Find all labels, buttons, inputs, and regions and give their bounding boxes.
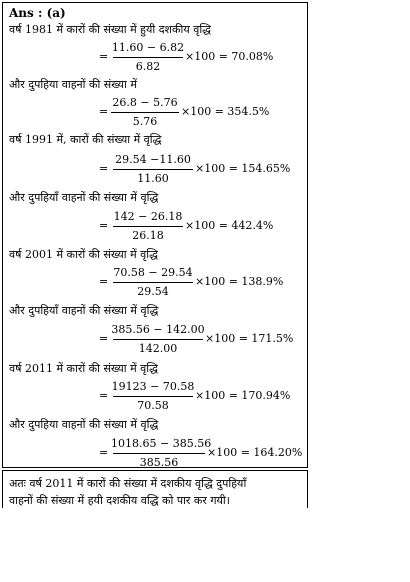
fraction-result: ×100 = 138.9%: [195, 275, 284, 288]
fraction-bar: [113, 169, 193, 170]
fraction-bar: [113, 453, 205, 454]
fraction-bar: [111, 112, 179, 113]
equals-sign: =: [99, 105, 109, 118]
fraction-result: ×100 = 164.20%: [207, 446, 303, 459]
equals-sign: =: [99, 275, 109, 288]
fraction-denominator: 26.18: [132, 229, 164, 242]
fraction-result: ×100 = 154.65%: [195, 162, 291, 175]
fraction-numerator: 19123 − 70.58: [111, 380, 195, 393]
fraction-result: ×100 = 442.4%: [185, 219, 274, 232]
fraction-result: ×100 = 170.94%: [195, 389, 291, 402]
conclusion-line-2: वाहनों की संख्या में हयी दशकीय वद्धि को पार कर गयी।: [9, 494, 230, 507]
section-heading: और दुपहियाँ वाहनों की संख्या में वृद्धि: [9, 304, 159, 317]
solution-box: [2, 2, 308, 468]
fraction-denominator: 11.60: [137, 172, 169, 185]
equals-sign: =: [99, 446, 109, 459]
section-heading: वर्ष 1991 में, कारों की संख्या में वृद्धि: [9, 133, 162, 146]
fraction-bar: [113, 396, 193, 397]
fraction-denominator: 29.54: [137, 285, 169, 298]
equals-sign: =: [99, 332, 109, 345]
fraction-result: ×100 = 171.5%: [205, 332, 294, 345]
fraction-bar: [113, 57, 183, 58]
section-heading: वर्ष 2001 में कारों की संख्या में वृद्धि: [9, 248, 158, 261]
fraction-denominator: 385.56: [139, 456, 179, 469]
section-heading: वर्ष 2011 में कारों की संख्या में वृद्धि: [9, 362, 158, 375]
conclusion-box: [2, 470, 308, 508]
conclusion-line-1: अतः वर्ष 2011 में कारों की संख्या में दशकीय वृद्धि दुपहियाँ: [9, 477, 247, 490]
fraction-denominator: 5.76: [132, 115, 158, 128]
section-heading: और दुपहियाँ वाहनों की संख्या में वृद्धि: [9, 191, 159, 204]
fraction-bar: [113, 282, 193, 283]
section-heading: और दुपहिया वाहनों की संख्या में: [9, 78, 137, 91]
fraction-numerator: 142 − 26.18: [113, 210, 183, 223]
equals-sign: =: [99, 50, 109, 63]
fraction-numerator: 1018.65 − 385.56: [111, 437, 212, 450]
fraction-numerator: 26.8 − 5.76: [112, 96, 178, 109]
fraction-bar: [113, 339, 203, 340]
fraction-numerator: 11.60 − 6.82: [111, 41, 185, 54]
answer-label: Ans : (a): [9, 6, 66, 20]
equals-sign: =: [99, 219, 109, 232]
section-heading: वर्ष 1981 में कारों की संख्या में हुयी दशकीय वृद्धि: [9, 23, 211, 36]
fraction-denominator: 6.82: [135, 60, 161, 73]
fraction-numerator: 385.56 − 142.00: [111, 323, 205, 336]
fraction-denominator: 70.58: [137, 399, 169, 412]
fraction-numerator: 70.58 − 29.54: [113, 266, 193, 279]
equals-sign: =: [99, 389, 109, 402]
fraction-bar: [113, 226, 183, 227]
equals-sign: =: [99, 162, 109, 175]
fraction-denominator: 142.00: [138, 342, 178, 355]
fraction-result: ×100 = 70.08%: [185, 50, 274, 63]
fraction-numerator: 29.54 −11.60: [115, 153, 191, 166]
fraction-result: ×100 = 354.5%: [181, 105, 270, 118]
section-heading: और दुपहिया वाहनों की संख्या में वृद्धि: [9, 418, 159, 431]
